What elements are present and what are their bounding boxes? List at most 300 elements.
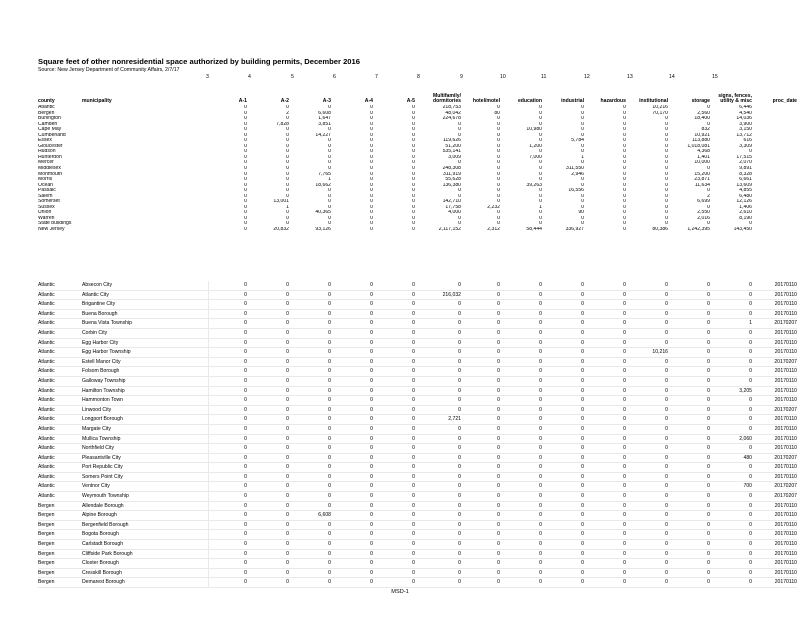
value-cell: 0 [286,301,289,308]
value-cell: 0 [623,483,626,490]
value-cell: 0 [707,531,710,538]
value-cell: 0 [539,339,542,346]
value-cell: 0 [581,160,584,166]
value-cell: 0 [244,377,247,384]
value-cell: 0 [623,579,626,586]
value-cell: 20,832 [273,227,289,233]
value-cell: 0 [328,368,331,375]
value-cell: 0 [581,221,584,227]
value-cell: 0 [497,210,500,216]
county-cell: Bergen [38,521,55,528]
table-row [38,338,797,348]
value-cell: 0 [581,406,584,413]
value-cell: 0 [286,149,289,155]
value-cell: 0 [458,521,461,528]
value-cell: 0 [665,291,668,298]
value-cell: 0 [581,358,584,365]
value-cell: 0 [581,143,584,149]
report-title: Square feet of other nonresidential space authorized by building permits, December 2016 [38,57,360,66]
signs-header [710,90,752,105]
value-cell: 0 [707,464,710,471]
value-cell: 0 [328,531,331,538]
value-cell: 0 [623,171,626,177]
column-number: 7 [375,74,378,80]
value-cell: 0 [707,221,710,227]
value-cell: 0 [623,149,626,155]
value-cell: 0 [665,579,668,586]
municipality-cell: Port Republic City [82,463,208,473]
value-cell: 0 [539,464,542,471]
value-cell: 0 [458,569,461,576]
value-cell: 0 [412,282,415,288]
column-number: 5 [291,74,294,80]
value-cell: 0 [458,132,461,138]
value-cell: 0 [412,210,415,216]
value-cell: 0 [497,310,500,317]
signs-header-line1: signs, fences, [718,92,752,99]
value-cell: 336,927 [565,227,584,233]
value-cell: 0 [458,193,461,199]
value-cell: 0 [497,445,500,452]
value-cell: 0 [286,502,289,509]
county-cell: Atlantic [38,320,55,327]
table-row [38,348,797,358]
value-cell: 0 [497,387,500,394]
value-cell: 0 [412,177,415,183]
value-cell: 0 [539,454,542,461]
storage-header: storage [691,98,710,105]
value-cell: 0 [458,358,461,365]
value-cell: 0 [412,416,415,423]
value-cell: 0 [412,204,415,210]
value-cell: 0 [244,121,247,127]
value-cell: 0 [412,127,415,133]
value-cell: 0 [328,310,331,317]
value-cell: 0 [539,397,542,404]
value-cell: 0 [539,105,542,110]
county-cell: Atlantic [38,282,55,288]
value-cell: 0 [328,329,331,336]
value-cell: 2,117,152 [438,227,461,233]
value-cell: 0 [458,215,461,221]
value-cell: 0 [497,188,500,194]
value-cell: 0 [623,188,626,194]
value-cell: 0 [665,199,668,205]
value-cell: 0 [665,569,668,576]
value-cell: 0 [328,188,331,194]
value-cell: 8,190 [739,215,752,221]
value-cell: 0 [539,166,542,172]
proc-date-cell: 20170110 [774,435,797,442]
value-cell: 0 [370,358,373,365]
value-cell: 8,328 [739,171,752,177]
value-cell: 0 [412,473,415,480]
a5-header: A-5 [406,98,415,105]
value-cell: 0 [623,320,626,327]
value-cell: 18,400 [694,116,710,122]
value-cell: 0 [581,282,584,288]
value-cell: 0 [707,560,710,567]
municipality-cell: Mullica Township [82,434,208,444]
value-cell: 0 [370,425,373,432]
value-cell: 18,662 [315,182,331,188]
value-cell: 7,765 [318,171,331,177]
value-cell: 0 [328,569,331,576]
table-row [38,319,797,329]
proc-date-cell: 20170110 [774,569,797,576]
value-cell: 0 [581,132,584,138]
value-cell: 0 [749,550,752,557]
value-cell: 0 [370,454,373,461]
value-cell: 0 [244,282,247,288]
value-cell: 0 [370,579,373,586]
value-cell: 55,628 [445,177,461,183]
value-cell: 0 [244,193,247,199]
value-cell: 3,205 [739,387,752,394]
value-cell: 0 [581,464,584,471]
value-cell: 0 [328,282,331,288]
value-cell: 0 [328,397,331,404]
value-cell: 48,042 [445,110,461,116]
column-number: 8 [417,74,420,80]
value-cell: 0 [244,204,247,210]
value-cell: 0 [707,291,710,298]
value-cell: 0 [749,416,752,423]
value-cell: 11,634 [694,182,710,188]
municipality-cell: Bergenfield Borough [82,520,208,530]
value-cell: 0 [539,160,542,166]
value-cell: 0 [286,310,289,317]
municipality-cell: Egg Harbor City [82,338,208,348]
value-cell: 0 [497,166,500,172]
table-row [38,492,797,502]
value-cell: 0 [749,473,752,480]
county-header: county [38,98,55,105]
value-cell: 2 [707,193,710,199]
value-cell: 0 [623,502,626,509]
value-cell: 0 [707,569,710,576]
value-cell: 0 [458,282,461,288]
value-cell: 0 [665,377,668,384]
municipality-cell: Corbin City [82,328,208,338]
value-cell: 0 [539,199,542,205]
municipality-cell: Carlstadt Borough [82,540,208,550]
value-cell: 4,000 [448,210,461,216]
value-cell: 14,036 [736,116,752,122]
municipality-cell: Hamilton Township [82,386,208,396]
value-cell: 0 [286,454,289,461]
value-cell: 0 [623,416,626,423]
value-cell: 0 [539,569,542,576]
value-cell: 0 [539,531,542,538]
value-cell: 0 [665,531,668,538]
value-cell: 0 [244,291,247,298]
value-cell: 0 [497,541,500,548]
value-cell: 311,919 [442,171,461,177]
value-cell: 0 [623,464,626,471]
value-cell: 0 [458,329,461,336]
value-cell: 0 [328,483,331,490]
value-cell: 0 [286,493,289,500]
proc-date-cell: 20170207 [774,406,797,413]
value-cell: 0 [370,110,373,116]
value-cell: 0 [497,502,500,509]
column-number-row [0,74,800,82]
proc-date-cell: 20170110 [774,301,797,308]
value-cell: 0 [286,541,289,548]
value-cell: 0 [370,377,373,384]
value-cell: 0 [665,493,668,500]
value-cell: 0 [286,339,289,346]
value-cell: 0 [244,473,247,480]
value-cell: 616 [743,138,752,144]
summary-row [38,227,797,233]
value-cell: 0 [581,149,584,155]
value-cell: 0 [707,406,710,413]
value-cell: 0 [370,445,373,452]
value-cell: 0 [370,166,373,172]
value-cell: 0 [581,339,584,346]
value-cell: 0 [665,149,668,155]
value-cell: 0 [497,138,500,144]
value-cell: 0 [707,188,710,194]
value-cell: 0 [707,121,710,127]
county-cell: Atlantic [38,329,55,336]
county-cell: Bergen [38,541,55,548]
value-cell: 0 [707,425,710,432]
value-cell: 0 [539,483,542,490]
value-cell: 0 [286,560,289,567]
value-cell: 0 [412,560,415,567]
value-cell: 0 [539,329,542,336]
table-row [38,396,797,406]
value-cell: 0 [581,320,584,327]
value-cell: 0 [286,177,289,183]
table-row [38,444,797,454]
proc-date-header: proc_date [772,98,797,105]
value-cell: 0 [497,579,500,586]
value-cell: 2 [286,110,289,116]
column-number: 9 [460,74,463,80]
table-row [38,549,797,559]
value-cell: 0 [539,215,542,221]
value-cell: 0 [707,339,710,346]
value-cell: 0 [244,502,247,509]
county-cell: Passaic [38,188,56,194]
value-cell: 0 [497,483,500,490]
value-cell: 0 [412,291,415,298]
value-cell: 0 [412,512,415,519]
value-cell: 0 [665,416,668,423]
value-cell: 0 [412,166,415,172]
value-cell: 0 [539,425,542,432]
value-cell: 0 [458,301,461,308]
value-cell: 0 [286,435,289,442]
value-cell: 0 [286,464,289,471]
value-cell: 0 [370,406,373,413]
value-cell: 4,855 [739,188,752,194]
value-cell: 2,060 [739,435,752,442]
value-cell: 0 [328,105,331,110]
value-cell: 0 [707,301,710,308]
value-cell: 0 [539,550,542,557]
value-cell: 0 [581,301,584,308]
value-cell: 0 [497,493,500,500]
value-cell: 0 [539,177,542,183]
value-cell: 0 [244,387,247,394]
table-row [38,424,797,434]
value-cell: 0 [328,149,331,155]
value-cell: 0 [749,377,752,384]
value-cell: 0 [328,579,331,586]
value-cell: 0 [623,138,626,144]
value-cell: 832 [701,127,710,133]
value-cell: 6,480 [739,193,752,199]
county-cell: Morris [38,177,53,183]
value-cell: 0 [328,291,331,298]
municipality-cell: Cresskill Borough [82,568,208,578]
value-cell: 0 [665,483,668,490]
value-cell: 0 [328,425,331,432]
value-cell: 0 [497,154,500,160]
value-cell: 0 [244,445,247,452]
value-cell: 0 [458,435,461,442]
value-cell: 0 [286,550,289,557]
value-cell: 0 [286,483,289,490]
value-cell: 0 [412,227,415,233]
value-cell: 0 [370,368,373,375]
value-cell: 1 [539,204,542,210]
value-cell: 0 [244,569,247,576]
value-cell: 2,946 [571,171,584,177]
value-cell: 0 [244,521,247,528]
value-cell: 0 [665,121,668,127]
value-cell: 535,141 [442,149,461,155]
value-cell: 0 [497,416,500,423]
value-cell: 0 [286,425,289,432]
municipality-header: municipality [82,98,112,105]
county-cell: Atlantic [38,105,55,110]
value-cell: 0 [370,132,373,138]
value-cell: 0 [581,368,584,375]
value-cell: 0 [244,116,247,122]
value-cell: 0 [707,358,710,365]
value-cell: 0 [286,445,289,452]
value-cell: 0 [707,541,710,548]
value-cell: 0 [665,512,668,519]
value-cell: 0 [749,339,752,346]
value-cell: 0 [581,177,584,183]
value-cell: 0 [370,143,373,149]
value-cell: 0 [665,473,668,480]
value-cell: 0 [623,177,626,183]
value-cell: 0 [623,425,626,432]
value-cell: 0 [497,560,500,567]
value-cell: 0 [707,435,710,442]
table-row [38,540,797,550]
value-cell: 0 [707,349,710,356]
value-cell: 0 [707,512,710,519]
value-cell: 90 [578,210,584,216]
value-cell: 0 [749,502,752,509]
value-cell: 0 [623,143,626,149]
value-cell: 0 [412,569,415,576]
value-cell: 0 [286,105,289,110]
value-cell: 0 [244,154,247,160]
value-cell: 0 [244,454,247,461]
value-cell: 0 [244,531,247,538]
value-cell: 0 [458,512,461,519]
value-cell: 0 [581,329,584,336]
value-cell: 0 [665,138,668,144]
table-row [38,386,797,396]
value-cell: 0 [412,531,415,538]
value-cell: 0 [244,464,247,471]
value-cell: 0 [370,160,373,166]
value-cell: 0 [539,210,542,216]
value-cell: 0 [370,149,373,155]
value-cell: 0 [370,291,373,298]
value-cell: 0 [581,387,584,394]
value-cell: 0 [412,132,415,138]
value-cell: 0 [286,531,289,538]
value-cell: 0 [497,105,500,110]
value-cell: 0 [286,116,289,122]
value-cell: 0 [497,358,500,365]
value-cell: 70,170 [652,110,668,116]
municipality-cell: Folsom Borough [82,367,208,377]
value-cell: 0 [581,454,584,461]
value-cell: 0 [370,210,373,216]
value-cell: 0 [412,445,415,452]
value-cell: 0 [370,493,373,500]
value-cell: 0 [244,550,247,557]
value-cell: 6,699 [697,199,710,205]
a3-header: A-3 [322,98,331,105]
table-row [38,405,797,415]
value-cell: 0 [328,445,331,452]
column-number: 10 [500,74,506,80]
value-cell: 0 [412,550,415,557]
table-row [38,453,797,463]
value-cell: 0 [581,193,584,199]
value-cell: 0 [665,166,668,172]
a1-header: A-1 [238,98,247,105]
value-cell: 0 [244,221,247,227]
table-row [38,501,797,511]
value-cell: 0 [244,138,247,144]
value-cell: 0 [244,177,247,183]
value-cell: 0 [412,521,415,528]
municipality-cell: Buena Borough [82,309,208,319]
column-number: 3 [206,74,209,80]
value-cell: 0 [497,349,500,356]
value-cell: 0 [581,127,584,133]
value-cell: 0 [244,310,247,317]
value-cell: 0 [665,188,668,194]
value-cell: 0 [328,464,331,471]
value-cell: 0 [412,121,415,127]
column-number: 6 [333,74,336,80]
value-cell: 0 [412,301,415,308]
table-row [38,309,797,319]
value-cell: 0 [623,182,626,188]
proc-date-cell: 20170110 [774,349,797,356]
proc-date-cell: 20170110 [774,502,797,509]
value-cell: 0 [497,473,500,480]
value-cell: 0 [286,291,289,298]
municipality-cell: Margate City [82,424,208,434]
